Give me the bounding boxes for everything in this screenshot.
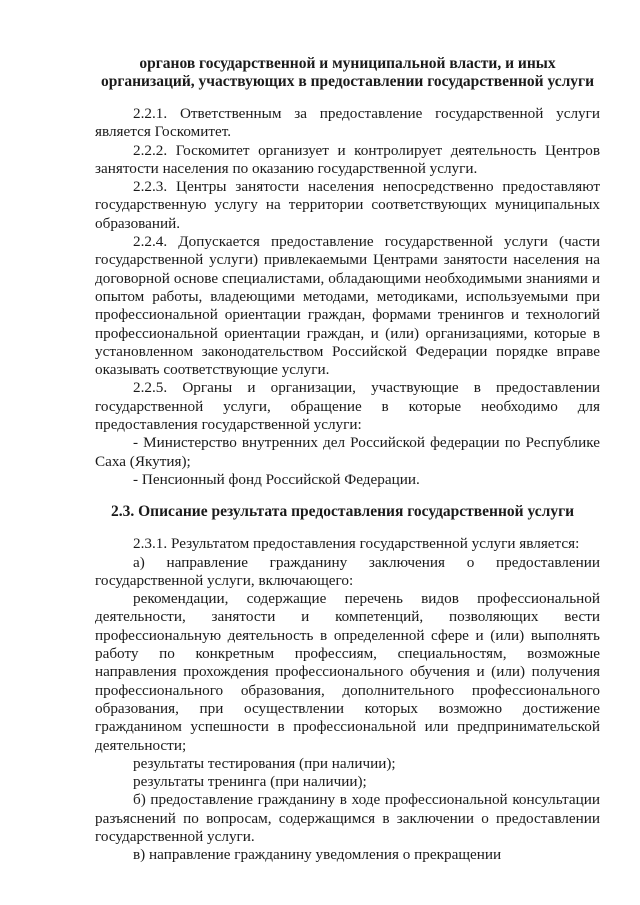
paragraph: рекомендации, содержащие перечень видов профессиональной деятельности, занятости и компетенций, позволяющих вести профессиональную деятельность в определенной сфере и (или) выполнять работу по конкретным профессиям, специальностям, возможные направления прохождения профессионального обучения и (или) получения профессионального образования, дополнительного профессионального образования, при осуществлении которых возможно достижение гражданином успешности в профессиональной или предпринимательской деятельности; <box>95 590 600 754</box>
paragraph: результаты тренинга (при наличии); <box>133 773 367 791</box>
paragraph: б) предоставление гражданину в ходе профессиональной консультации разъяснений по вопросам, содержащимся в заключении о предоставлении государственной услуги. <box>95 791 600 845</box>
paragraph: 2.3.1. Результатом предоставления государственной услуги является: <box>133 535 580 553</box>
paragraph: 2.2.4. Допускается предоставление государственной услуги (части государственной услуги) привлекаемыми Центрами занятости населения на договорной основе специалистами, обладающими необходимыми знаниями и опытом работы, владеющими методами, методиками, используемыми при профессиональной ориентации граждан, формами тренингов и технологий профессиональной ориентации граждан, и (или) организациями, которые в установленном законодательством Российской Федерации порядке вправе оказывать соответствующие услуги. <box>95 233 600 379</box>
paragraph: 2.2.2. Госкомитет организует и контролирует деятельность Центров занятости населения по оказанию государственной услуги. <box>95 141 600 177</box>
list-item: - Пенсионный фонд Российской Федерации. <box>133 470 420 488</box>
list-item: - Министерство внутренних дел Российской федерации по Республике Саха (Якутия); <box>95 434 600 470</box>
paragraph: 2.2.1. Ответственным за предоставление государственной услуги является Госкомитет. <box>95 105 600 141</box>
paragraph: 2.2.5. Органы и организации, участвующие в предоставлении государственной услуги, обращение в которые необходимо для предоставления государственной услуги: <box>95 379 600 434</box>
block-heading: органов государственной и муниципальной власти, и иных организаций, участвующих в предоставлении государственной услуги <box>100 55 595 90</box>
paragraph: результаты тестирования (при наличии); <box>133 754 396 772</box>
section-2-2-body <box>95 105 600 489</box>
paragraph: а) направление гражданину заключения о предоставлении государственной услуги, включающего: <box>95 553 600 589</box>
section-2-3-body <box>95 535 600 864</box>
paragraph: 2.2.3. Центры занятости населения непосредственно предоставляют государственную услугу на территории соответствующих муниципальных образований. <box>95 178 600 232</box>
paragraph: в) направление гражданину уведомления о прекращении <box>133 846 502 864</box>
section-heading: 2.3. Описание результата предоставления государственной услуги <box>111 503 575 521</box>
